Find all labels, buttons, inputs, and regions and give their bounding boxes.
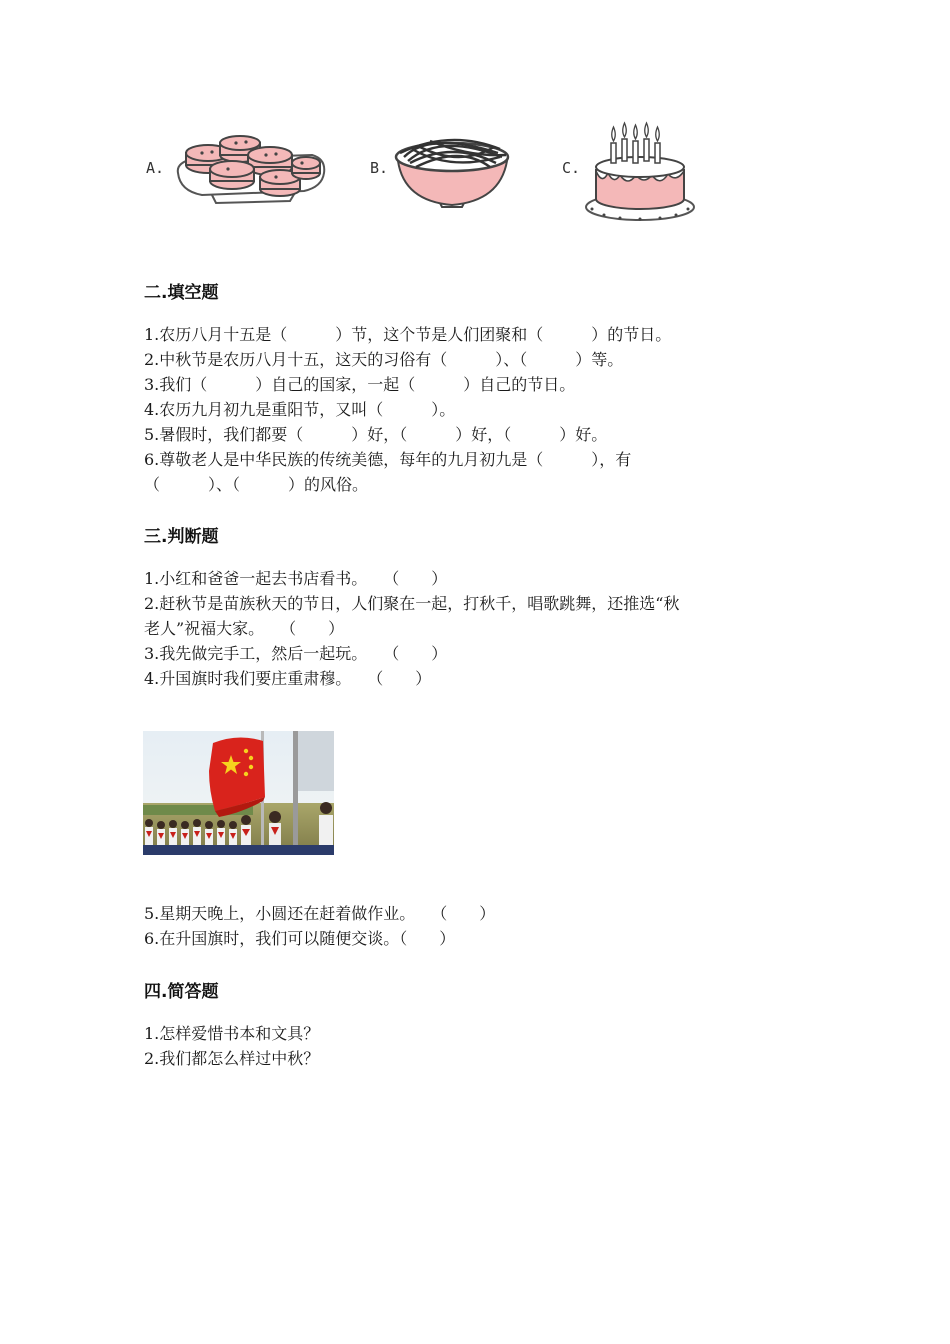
option-c-label: C. — [562, 159, 581, 177]
judge-question-5: 5.星期天晚上，小圆还在赶着做作业。 （ ） — [144, 904, 496, 923]
section-fill-heading: 二.填空题 — [144, 283, 219, 303]
judge-question-2: 2.赶秋节是苗族秋天的节日，人们聚在一起，打秋千，唱歌跳舞，还推选“秋 — [144, 594, 680, 613]
option-row — [140, 115, 720, 230]
option-b-label: B. — [370, 159, 389, 177]
fill-question-3: 3.我们（ ）自己的国家，一起（ ）自己的节日。 — [144, 375, 576, 394]
judge-question-4: 4.升国旗时我们要庄重肃穆。 （ ） — [144, 669, 432, 688]
judge-question-1: 1.小红和爸爸一起去书店看书。 （ ） — [144, 569, 448, 588]
short-question-2: 2.我们都怎么样过中秋？ — [144, 1049, 320, 1068]
judge-question-2-cont: 老人”祝福大家。 （ ） — [144, 619, 345, 638]
fill-question-1: 1.农历八月十五是（ ）节，这个节是人们团聚和（ ）的节日。 — [144, 325, 672, 344]
section-judge-heading: 三.判断题 — [144, 527, 219, 547]
judge-question-3: 3.我先做完手工，然后一起玩。 （ ） — [144, 644, 448, 663]
judge-question-6: 6.在升国旗时，我们可以随便交谈。（ ） — [144, 929, 456, 948]
fill-question-5: 5.暑假时，我们都要（ ）好，（ ）好，（ ）好。 — [144, 425, 608, 444]
noodle-bowl-icon — [390, 127, 515, 209]
option-a-label: A. — [146, 159, 165, 177]
flag-raising-photo — [143, 731, 334, 855]
fill-question-6: 6.尊敬老人是中华民族的传统美德，每年的九月初九是（ ），有 — [144, 450, 632, 469]
birthday-cake-icon — [580, 119, 700, 225]
fill-question-4: 4.农历九月初九是重阳节，又叫（ ）。 — [144, 400, 456, 419]
fill-question-6-cont: （ ）、（ ）的风俗。 — [144, 475, 369, 494]
section-short-heading: 四.简答题 — [144, 982, 219, 1002]
fill-question-2: 2.中秋节是农历八月十五，这天的习俗有（ ）、（ ）等。 — [144, 350, 624, 369]
short-question-1: 1.怎样爱惜书本和文具？ — [144, 1024, 320, 1043]
mooncakes-icon — [172, 125, 328, 210]
